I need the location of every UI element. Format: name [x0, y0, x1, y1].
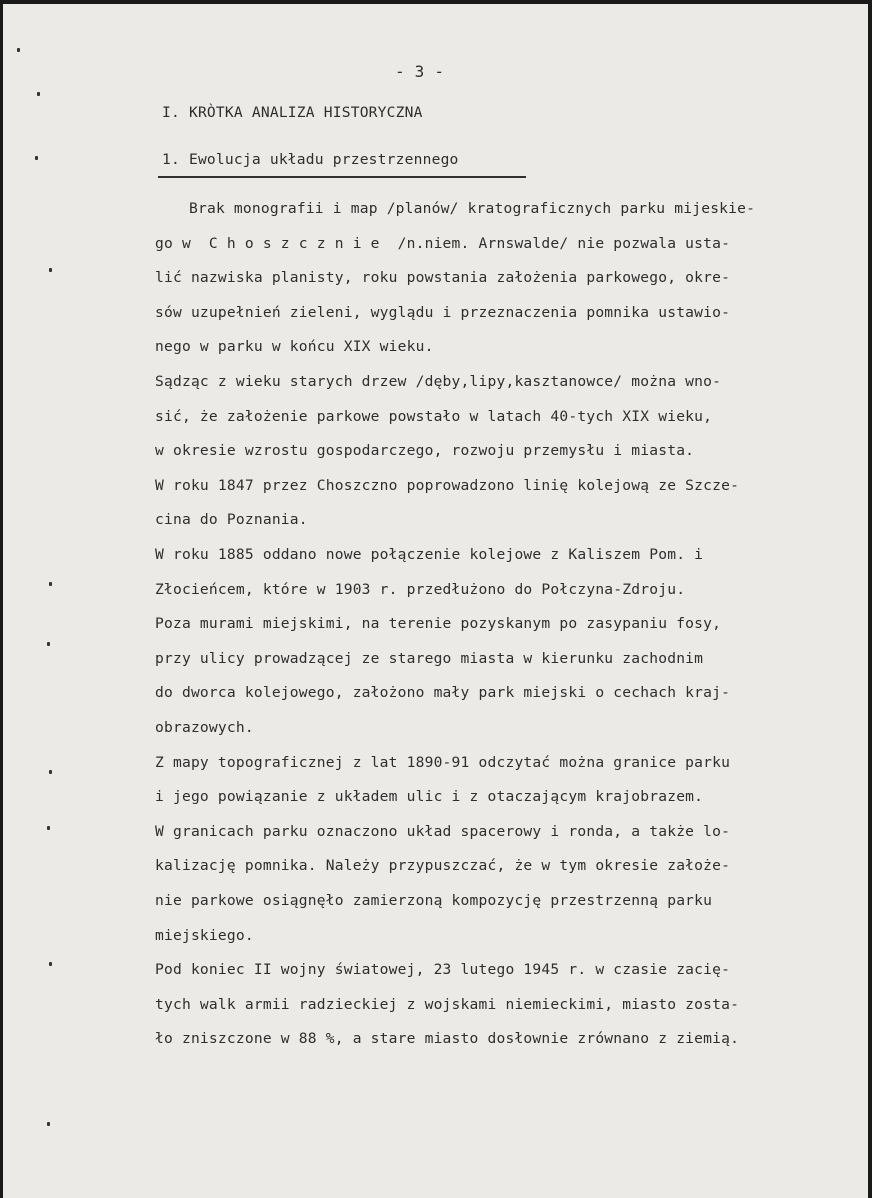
body-line: Pod koniec II wojny światowej, 23 lutego 1945 r. w czasie zacię-	[155, 961, 731, 979]
body-line: nie parkowe osiągnęło zamierzoną kompozycję przestrzenną parku	[155, 892, 713, 909]
body-line: miejskiego.	[155, 926, 254, 944]
punch-mark	[47, 826, 50, 830]
section-underline	[158, 176, 526, 178]
punch-mark	[49, 770, 52, 774]
page-number: - 3 -	[395, 62, 445, 81]
body-line: kalizację pomnika. Należy przypuszczać, że w tym okresie założe-	[155, 857, 731, 875]
body-line: Z mapy topograficznej z lat 1890-91 odczytać można granice parku	[155, 753, 731, 771]
body-line: tych walk armii radzieckiej z wojskami niemieckimi, miasto zosta-	[155, 995, 740, 1013]
punch-mark	[47, 642, 50, 646]
punch-mark	[37, 92, 40, 96]
body-line: Sądząc z wieku starych drzew /dęby,lipy,kasztanowce/ można wno-	[155, 373, 722, 390]
punch-mark	[35, 156, 38, 160]
body-line: obrazowych.	[155, 719, 254, 736]
punch-mark	[49, 582, 52, 586]
section-title: 1. Ewolucja układu przestrzennego	[162, 151, 459, 168]
body-line: do dworca kolejowego, założono mały park miejski o cechach kraj-	[155, 684, 731, 702]
body-line: W granicach parku oznaczono układ spacerowy i ronda, a także lo-	[155, 822, 731, 840]
body-line: w okresie wzrostu gospodarczego, rozwoju przemysłu i miasta.	[155, 442, 695, 460]
body-line: lić nazwiska planisty, roku powstania założenia parkowego, okre-	[155, 269, 731, 287]
punch-mark	[49, 268, 52, 272]
body-line: sić, że założenie parkowe powstało w latach 40-tych XIX wieku,	[155, 407, 713, 425]
body-line: nego w parku w końcu XIX wieku.	[155, 338, 434, 356]
body-line: ło zniszczone w 88 %, a stare miasto dosłownie zrównano z ziemią.	[155, 1030, 740, 1048]
punch-mark	[49, 962, 52, 966]
body-line: Brak monografii i map /planów/ kratograficznych parku mijeskie-	[189, 200, 756, 217]
punch-mark	[17, 48, 20, 52]
body-line: Poza murami miejskimi, na terenie pozyskanym po zasypaniu fosy,	[155, 615, 722, 633]
body-line: cina do Poznania.	[155, 511, 308, 529]
body-line: W roku 1885 oddano nowe połączenie kolejowe z Kaliszem Pom. i	[155, 546, 704, 563]
body-line: przy ulicy prowadzącej ze starego miasta w kierunku zachodnim	[155, 649, 704, 667]
body-line: go w C h o s z c z n i e /n.niem. Arnswalde/ nie pozwala usta-	[155, 234, 731, 252]
punch-mark	[47, 1122, 50, 1126]
body-line: i jego powiązanie z układem ulic i z otaczającym krajobrazem.	[155, 788, 704, 806]
body-line: Złocieńcem, które w 1903 r. przedłużono do Połczyna-Zdroju.	[155, 580, 686, 598]
body-line: W roku 1847 przez Choszczno poprowadzono linię kolejową ze Szcze-	[155, 476, 740, 494]
chapter-title: I. KRÒTKA ANALIZA HISTORYCZNA	[162, 104, 423, 121]
body-line: sów uzupełnień zieleni, wyglądu i przeznaczenia pomnika ustawio-	[155, 303, 731, 321]
